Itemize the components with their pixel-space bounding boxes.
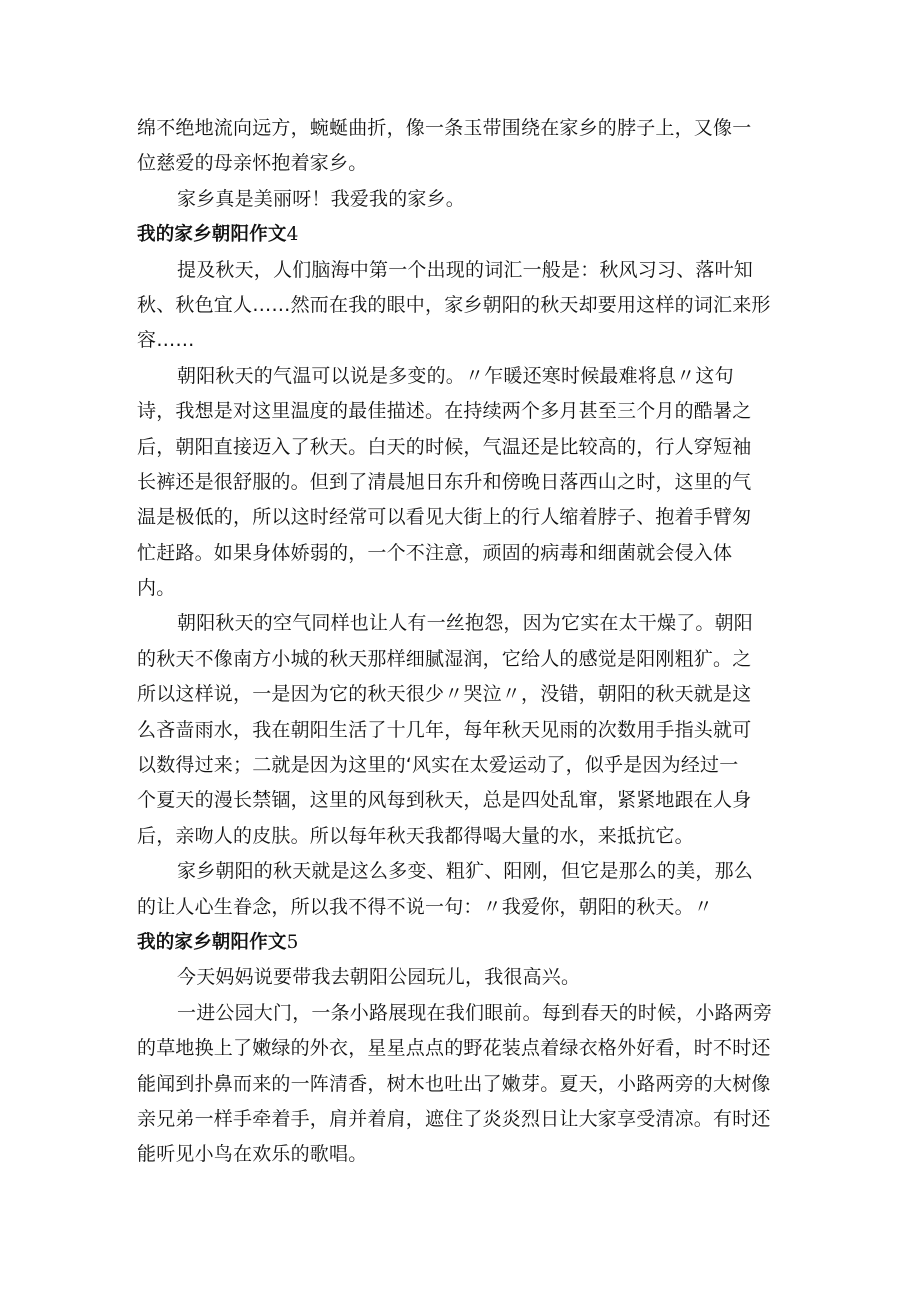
paragraph-line: 忙赶路。如果身体娇弱的，一个不注意，顽固的病毒和细菌就会侵入体 (137, 541, 733, 564)
paragraph-line: 绵不绝地流向远方，蜿蜒曲折，像一条玉带围绕在家乡的脖子上，又像一 (137, 117, 752, 139)
section-heading (137, 217, 790, 252)
paragraph-line: 长裤还是很舒服的。但到了清晨旭日东升和傍晚日落西山之时，这里的气 (137, 470, 752, 493)
paragraph-line: 家乡真是美丽呀！我爱我的家乡。 (177, 187, 466, 210)
paragraph-line: 位慈爱的母亲怀抱着家乡。 (137, 152, 368, 175)
paragraph-line: 家乡朝阳的秋天就是这么多变、粗犷、阳刚，但它是那么的美，那么 (177, 860, 754, 883)
paragraph-line: 诗，我想是对这里温度的最佳描述。在持续两个多月甚至三个月的酷暑之 (137, 400, 752, 423)
paragraph-line: 的让人心生眷念，所以我不得不说一句：〃我爱你，朝阳的秋天。〃 (137, 895, 714, 918)
paragraph-line: 么吝啬雨水，我在朝阳生活了十几年，每年秋天见雨的次数用手指头就可 (137, 718, 752, 741)
paragraph-line: 后，亲吻人的皮肤。所以每年秋天我都得喝大量的水，来抵抗它。 (137, 824, 694, 847)
section-heading (137, 925, 790, 960)
paragraph-line: 以数得过来；二就是因为这里的‘风实在太爱运动了，似乎是因为经过一 (137, 754, 739, 777)
section-heading-number: 4 (286, 224, 299, 246)
paragraph-line: 亲兄弟一样手牵着手，肩并着肩，遮住了炎炎烈日让大家享受清凉。有时还 (137, 1107, 771, 1130)
paragraph-line: 秋、秋色宜人……然而在我的眼中，家乡朝阳的秋天却要用这样的词汇来形 (137, 293, 771, 316)
paragraph-line: 后，朝阳直接迈入了秋天。白天的时候，气温还是比较高的，行人穿短袖 (137, 435, 752, 458)
paragraph-line: 朝阳秋天的气温可以说是多变的。〃乍暖还寒时候最难将息〃这句 (177, 364, 734, 387)
paragraph-line: 的草地换上了嫩绿的外衣，星星点点的野花装点着绿衣格外好看，时不时还 (137, 1037, 771, 1060)
document-body (137, 111, 790, 1173)
paragraph-line: 今天妈妈说要带我去朝阳公园玩儿，我很高兴。 (177, 966, 581, 989)
section-heading-text: 我的家乡朝阳作文 (137, 931, 287, 953)
section-heading-text: 我的家乡朝阳作文 (137, 224, 287, 246)
section-heading-number: 5 (286, 931, 299, 953)
paragraph-line: 能闻到扑鼻而来的一阵清香，树木也吐出了嫩芽。夏天，小路两旁的大树像 (137, 1072, 771, 1095)
paragraph-line: 的秋天不像南方小城的秋天那样细腻湿润，它给人的感觉是阳刚粗犷。之 (137, 647, 752, 670)
paragraph-line: 个夏天的漫长禁锢，这里的风每到秋天，总是四处乱窜，紧紧地跟在人身 (137, 789, 752, 812)
paragraph-line: 一进公园大门，一条小路展现在我们眼前。每到春天的时候，小路两旁 (177, 1001, 773, 1024)
paragraph-line: 提及秋天，人们脑海中第一个出现的词汇一般是：秋风习习、落叶知 (177, 258, 754, 281)
paragraph-line: 温是极低的，所以这时经常可以看见大街上的行人缩着脖子、抱着手臂匆 (137, 506, 752, 529)
paragraph-line: 内。 (137, 577, 176, 600)
paragraph-line: 朝阳秋天的空气同样也让人有一丝抱怨，因为它实在太干燥了。朝阳 (177, 612, 754, 635)
paragraph-line: 所以这样说，一是因为它的秋天很少〃哭泣〃，没错，朝阳的秋天就是这 (137, 683, 752, 706)
paragraph-line: 能听见小鸟在欢乐的歌唱。 (137, 1143, 368, 1166)
paragraph-line: 容…… (137, 329, 195, 352)
